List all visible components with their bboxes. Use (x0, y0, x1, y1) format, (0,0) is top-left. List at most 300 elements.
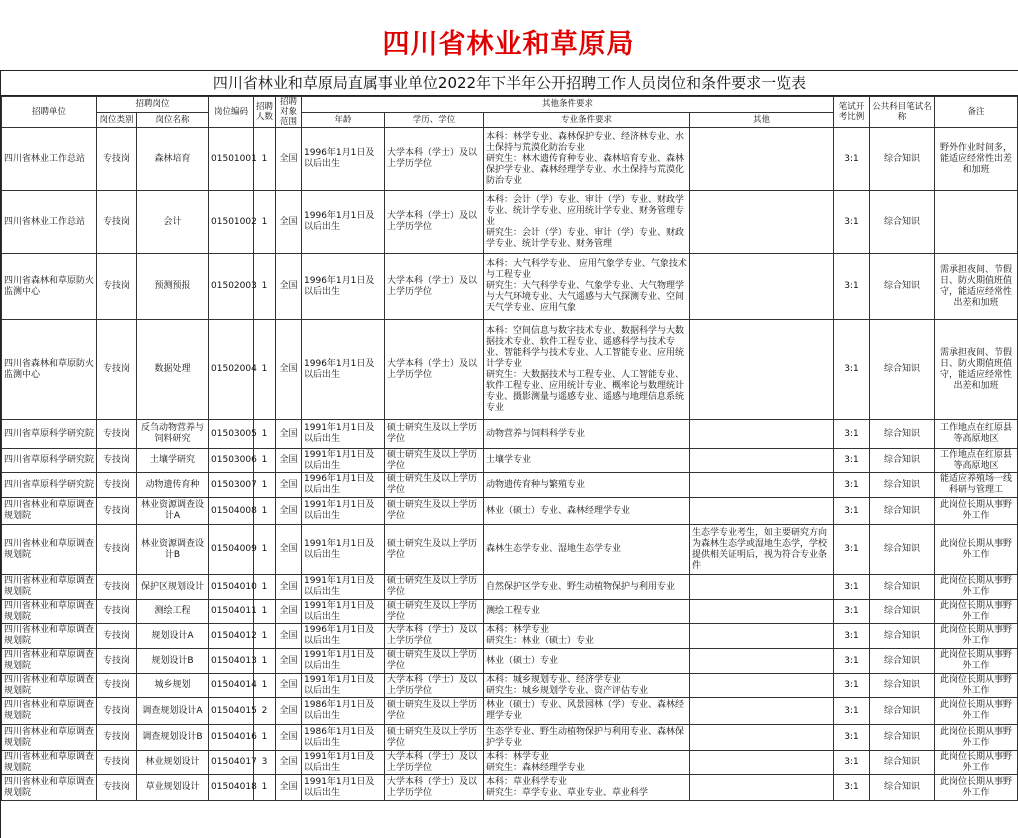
unit-cell-text: 四川省森林和草原防火监测中心 (4, 358, 95, 380)
unit-cell-text: 四川省林业和草原调查规划院 (4, 751, 95, 773)
edu-cell (385, 525, 484, 575)
name-cell-text: 预测预报 (154, 281, 191, 291)
subject-cell (870, 575, 935, 600)
unit-cell (2, 674, 97, 698)
age-cell (302, 649, 385, 674)
name-cell (137, 751, 209, 775)
name-cell-text: 林业资源调查设计B (141, 538, 205, 560)
scope-cell (276, 420, 302, 449)
major-cell-text: 自然保护区学专业、野生动植物保护与利用专业 (486, 581, 676, 592)
age-cell (302, 191, 385, 254)
page-heading (0, 0, 1017, 66)
scope-cell (276, 525, 302, 575)
count-cell-text: 1 (261, 216, 268, 227)
major-cell (484, 420, 690, 449)
table-row (2, 420, 1018, 449)
ratio-cell (834, 420, 870, 449)
edu-cell (385, 420, 484, 449)
count-cell-text: 2 (261, 705, 268, 716)
table-row (2, 649, 1018, 674)
major-cell-text: 生态学专业、野生动植物保护与利用专业、森林保护学专业 (486, 726, 685, 748)
name-cell (137, 725, 209, 751)
name-cell-text: 调查规划设计B (142, 732, 203, 742)
table-row (2, 575, 1018, 600)
edu-cell-text: 硕士研究生及以上学历学位 (387, 538, 478, 560)
age-cell-text: 1991年1月1日及以后出生 (304, 538, 375, 560)
age-cell (302, 449, 385, 473)
count-cell-text: 1 (261, 428, 268, 439)
major-cell (484, 649, 690, 674)
edu-cell (385, 649, 484, 674)
remark-cell-text: 此岗位长期从事野外工作 (940, 674, 1013, 696)
other-cell (690, 575, 834, 600)
type-cell-text: 专技岗 (102, 281, 130, 291)
name-cell (137, 449, 209, 473)
age-cell (302, 128, 385, 191)
table-row (2, 498, 1018, 525)
edu-cell-text: 硕士研究生及以上学历学位 (387, 700, 478, 721)
count-cell-text: 3 (261, 757, 268, 767)
remark-cell (935, 575, 1018, 600)
major-cell (484, 449, 690, 473)
header-post-name: 岗位名称 (137, 112, 209, 128)
major-cell-text: 动物营养与饲料科学专业 (486, 428, 586, 439)
other-cell (690, 649, 834, 674)
scope-cell (276, 191, 302, 254)
name-cell (137, 575, 209, 600)
edu-cell (385, 624, 484, 649)
unit-cell-text: 四川省林业和草原调查规划院 (4, 500, 95, 521)
other-cell (690, 191, 834, 254)
scope-cell-text: 全国 (279, 216, 298, 227)
code-cell-text: 01501001 (211, 153, 257, 164)
age-cell-text: 1996年1月1日及以后出生 (304, 625, 375, 646)
header-post: 招聘岗位 (97, 97, 209, 113)
type-cell-text: 专技岗 (102, 630, 130, 641)
code-cell (209, 575, 257, 600)
recruitment-table (1, 96, 1018, 801)
header-ratio: 笔试开考比例 (834, 97, 870, 128)
other-cell (690, 751, 834, 775)
major-cell (484, 775, 690, 801)
name-cell-text: 城乡规划 (154, 680, 191, 690)
scope-cell-text: 全国 (279, 505, 298, 516)
edu-cell-text: 大学本科（学士）及以上学历学位 (387, 358, 478, 380)
ratio-cell (834, 128, 870, 191)
header-other: 其他 (690, 112, 834, 128)
scope-cell (276, 775, 302, 801)
name-cell-text: 测绘工程 (154, 606, 191, 616)
scope-cell-text: 全国 (279, 479, 298, 490)
major-cell (484, 698, 690, 725)
edu-cell-text: 硕士研究生及以上学历学位 (387, 726, 478, 748)
count-cell-text: 1 (261, 732, 268, 742)
type-cell-text: 专技岗 (102, 479, 130, 490)
subject-cell (870, 725, 935, 751)
age-cell (302, 775, 385, 801)
table-row (2, 698, 1018, 725)
age-cell-text: 1996年1月1日及以后出生 (304, 275, 375, 297)
subject-cell (870, 320, 935, 420)
major-cell-text: 本科：会计（学）专业、审计（学）专业、财政学专业、统计学专业、应用统计学专业、财务管理专业 研究生：会计（学）专业、审计（学）专业、财政学专业、统计学专业、财务管理 (486, 194, 685, 249)
remark-cell (935, 498, 1018, 525)
code-cell-text: 01504018 (211, 782, 257, 792)
scope-cell (276, 449, 302, 473)
type-cell-text: 专技岗 (102, 455, 130, 465)
name-cell-text: 会计 (163, 216, 182, 227)
type-cell (97, 191, 137, 254)
edu-cell-text: 大学本科（学士）及以上学历学位 (387, 275, 478, 297)
age-cell-text: 1991年1月1日及以后出生 (304, 751, 375, 773)
unit-cell (2, 624, 97, 649)
age-cell (302, 725, 385, 751)
scope-cell-text: 全国 (279, 732, 298, 742)
type-cell-text: 专技岗 (102, 606, 130, 616)
name-cell (137, 191, 209, 254)
scope-cell-text: 全国 (279, 281, 298, 291)
edu-cell-text: 硕士研究生及以上学历学位 (387, 500, 478, 521)
other-cell (690, 600, 834, 624)
count-cell-text: 1 (261, 544, 268, 554)
major-cell (484, 525, 690, 575)
ratio-cell-text: 3:1 (844, 581, 859, 592)
header-edu: 学历、学位 (385, 112, 484, 128)
ratio-cell (834, 698, 870, 725)
age-cell (302, 751, 385, 775)
major-cell-text: 林业（硕士）专业 (486, 655, 559, 666)
unit-cell (2, 320, 97, 420)
name-cell (137, 128, 209, 191)
edu-cell (385, 498, 484, 525)
unit-cell-text: 四川省林业和草原调查规划院 (4, 776, 95, 798)
code-cell (209, 254, 257, 320)
name-cell-text: 森林培育 (154, 153, 191, 164)
remark-cell-text: 需承担夜间、节假日、防火期值班值守，能适应经常性出差和加班 (940, 264, 1013, 308)
ratio-cell-text: 3:1 (844, 455, 859, 465)
scope-cell-text: 全国 (279, 630, 298, 641)
subject-cell-text: 综合知识 (884, 455, 921, 465)
major-cell-text: 森林生态学专业、湿地生态学专业 (486, 544, 622, 554)
type-cell (97, 775, 137, 801)
other-cell (690, 254, 834, 320)
subject-cell (870, 751, 935, 775)
subject-cell (870, 420, 935, 449)
unit-cell-text: 四川省林业和草原调查规划院 (4, 726, 95, 748)
header-major: 专业条件要求 (484, 112, 690, 128)
count-cell-text: 1 (261, 281, 268, 291)
name-cell (137, 498, 209, 525)
code-cell (209, 624, 257, 649)
other-cell (690, 775, 834, 801)
scope-cell-text: 全国 (279, 782, 298, 792)
scope-cell (276, 725, 302, 751)
scope-cell (276, 674, 302, 698)
major-cell (484, 191, 690, 254)
unit-cell-text: 四川省林业和草原调查规划院 (4, 674, 95, 696)
unit-cell (2, 649, 97, 674)
code-cell-text: 01504010 (211, 581, 257, 592)
subject-cell-text: 综合知识 (884, 782, 921, 792)
edu-cell (385, 473, 484, 498)
header-other-req: 其他条件要求 (302, 97, 834, 113)
subject-cell (870, 674, 935, 698)
name-cell-text: 规划设计A (151, 630, 194, 641)
ratio-cell-text: 3:1 (844, 216, 859, 227)
name-cell-text: 草业规划设计 (145, 782, 200, 792)
remark-cell (935, 649, 1018, 674)
scope-cell (276, 624, 302, 649)
ratio-cell-text: 3:1 (844, 364, 859, 374)
scope-cell-text: 全国 (279, 153, 298, 164)
code-cell-text: 01502004 (211, 364, 257, 374)
age-cell-text: 1991年1月1日及以后出生 (304, 449, 375, 471)
type-cell (97, 320, 137, 420)
table-row (2, 449, 1018, 473)
ratio-cell (834, 751, 870, 775)
other-cell (690, 525, 834, 575)
other-cell (690, 698, 834, 725)
type-cell (97, 254, 137, 320)
remark-cell (935, 624, 1018, 649)
major-cell (484, 473, 690, 498)
subject-cell-text: 综合知识 (884, 705, 921, 716)
type-cell (97, 725, 137, 751)
scope-cell (276, 649, 302, 674)
type-cell-text: 专技岗 (102, 428, 130, 439)
major-cell-text: 本科：大气科学专业、 应用气象学专业、气象技术与工程专业 研究生：大气科学专业、气象学专业、大气物理学与大气环境专业、大气遥感与大气探测专业、空间天气学专业、应用气象 (486, 259, 687, 313)
name-cell-text: 规划设计B (151, 655, 194, 666)
age-cell (302, 575, 385, 600)
ratio-cell-text: 3:1 (844, 757, 859, 767)
code-cell-text: 01503006 (211, 455, 257, 465)
unit-cell (2, 473, 97, 498)
scope-cell (276, 320, 302, 420)
name-cell-text: 调查规划设计A (142, 705, 203, 716)
remark-cell (935, 191, 1018, 254)
major-cell-text: 林业（硕士）专业、森林经理学专业 (486, 505, 631, 516)
edu-cell (385, 575, 484, 600)
ratio-cell-text: 3:1 (844, 505, 859, 516)
ratio-cell (834, 191, 870, 254)
ratio-cell (834, 674, 870, 698)
subject-cell (870, 128, 935, 191)
scope-cell (276, 600, 302, 624)
type-cell-text: 专技岗 (102, 782, 130, 792)
scope-cell-text: 全国 (279, 606, 298, 616)
count-cell-text: 1 (261, 581, 268, 592)
ratio-cell-text: 3:1 (844, 544, 859, 554)
table-title: 四川省林业和草原局直属事业单位2022年下半年公开招聘工作人员岗位和条件要求一览表 (1, 70, 1018, 96)
table-row (2, 473, 1018, 498)
type-cell (97, 449, 137, 473)
remark-cell-text: 能适应养殖场一线科研与管理工 (940, 474, 1013, 495)
subject-cell (870, 624, 935, 649)
type-cell-text: 专技岗 (102, 364, 130, 374)
subject-cell-text: 综合知识 (884, 153, 921, 164)
name-cell-text: 林业资源调查设计A (141, 500, 205, 521)
name-cell (137, 775, 209, 801)
unit-cell (2, 191, 97, 254)
unit-cell (2, 575, 97, 600)
age-cell (302, 674, 385, 698)
table-row (2, 254, 1018, 320)
name-cell-text: 反刍动物营养与饲料研究 (141, 423, 205, 444)
ratio-cell-text: 3:1 (844, 782, 859, 792)
unit-cell-text: 四川省草原科学研究院 (4, 428, 95, 439)
other-cell (690, 473, 834, 498)
ratio-cell (834, 725, 870, 751)
type-cell-text: 专技岗 (102, 732, 130, 742)
scope-cell-text: 全国 (279, 364, 298, 374)
subject-cell-text: 综合知识 (884, 732, 921, 742)
name-cell (137, 420, 209, 449)
edu-cell (385, 191, 484, 254)
remark-cell-text: 需承担夜间、节假日、防火期值班值守，能适应经常性出差和加班 (940, 347, 1013, 391)
age-cell-text: 1991年1月1日及以后出生 (304, 423, 375, 444)
code-cell (209, 473, 257, 498)
major-cell (484, 498, 690, 525)
table-row (2, 751, 1018, 775)
name-cell-text: 保护区规划设计 (141, 581, 205, 592)
remark-cell (935, 525, 1018, 575)
code-cell-text: 01504014 (211, 680, 257, 690)
code-cell-text: 01504009 (211, 544, 257, 554)
major-cell-text: 土壤学专业 (486, 455, 532, 465)
table-row (2, 624, 1018, 649)
code-cell (209, 751, 257, 775)
subject-cell (870, 498, 935, 525)
ratio-cell-text: 3:1 (844, 606, 859, 616)
ratio-cell (834, 254, 870, 320)
subject-cell-text: 综合知识 (884, 606, 921, 616)
age-cell-text: 1991年1月1日及以后出生 (304, 500, 375, 521)
ratio-cell (834, 525, 870, 575)
header-count: 招聘人数 (254, 97, 276, 128)
count-cell-text: 1 (261, 655, 268, 666)
major-cell (484, 320, 690, 420)
other-cell (690, 420, 834, 449)
unit-cell-text: 四川省林业工作总站 (4, 153, 86, 164)
code-cell-text: 01504017 (211, 757, 257, 767)
edu-cell-text: 大学本科（学士）及以上学历学位 (387, 751, 478, 773)
remark-cell (935, 473, 1018, 498)
age-cell-text: 1996年1月1日及以后出生 (304, 358, 375, 380)
ratio-cell-text: 3:1 (844, 630, 859, 641)
remark-cell-text: 工作地点在红原县等高原地区 (940, 423, 1013, 444)
edu-cell-text: 大学本科（学士）及以上学历学位 (387, 211, 478, 232)
unit-cell (2, 775, 97, 801)
edu-cell-text: 大学本科（学士）及以上学历学位 (387, 148, 478, 169)
table-row (2, 320, 1018, 420)
count-cell-text: 1 (261, 505, 268, 516)
subject-cell-text: 综合知识 (884, 581, 921, 592)
table-row (2, 191, 1018, 254)
header-remark: 备注 (935, 97, 1018, 128)
type-cell-text: 专技岗 (102, 216, 130, 227)
major-cell-text: 林业（硕士）专业、风景园林（学）专业、森林经理学专业 (486, 700, 685, 721)
count-cell-text: 1 (261, 364, 268, 374)
edu-cell (385, 751, 484, 775)
ratio-cell-text: 3:1 (844, 479, 859, 490)
other-cell (690, 320, 834, 420)
code-cell (209, 420, 257, 449)
major-cell-text: 本科：林学专业 研究生：林业（硕士）专业 (486, 625, 595, 646)
code-cell (209, 128, 257, 191)
major-cell-text: 动物遗传育种与繁殖专业 (486, 479, 586, 490)
name-cell-text: 动物遗传育种 (145, 479, 200, 490)
type-cell (97, 600, 137, 624)
table-row (2, 775, 1018, 801)
name-cell (137, 624, 209, 649)
table-row (2, 525, 1018, 575)
major-cell (484, 725, 690, 751)
ratio-cell (834, 320, 870, 420)
page-heading-text: 四川省林业和草原局 (382, 29, 635, 60)
remark-cell (935, 674, 1018, 698)
count-cell-text: 1 (261, 630, 268, 641)
header-code: 岗位编码 (209, 97, 254, 128)
code-cell (209, 649, 257, 674)
type-cell-text: 专技岗 (102, 757, 130, 767)
remark-cell (935, 320, 1018, 420)
edu-cell-text: 硕士研究生及以上学历学位 (387, 474, 478, 495)
age-cell-text: 1991年1月1日及以后出生 (304, 600, 375, 622)
code-cell (209, 525, 257, 575)
unit-cell-text: 四川省林业和草原调查规划院 (4, 600, 95, 622)
age-cell (302, 698, 385, 725)
age-cell (302, 473, 385, 498)
subject-cell-text: 综合知识 (884, 544, 921, 554)
name-cell-text: 林业规划设计 (145, 757, 200, 767)
subject-cell-text: 综合知识 (884, 479, 921, 490)
subject-cell (870, 600, 935, 624)
name-cell (137, 254, 209, 320)
ratio-cell (834, 473, 870, 498)
age-cell (302, 624, 385, 649)
age-cell-text: 1986年1月1日及以后出生 (304, 700, 375, 721)
code-cell (209, 449, 257, 473)
count-cell-text: 1 (261, 606, 268, 616)
remark-cell-text: 此岗位长期从事野外工作 (940, 776, 1013, 798)
remark-cell (935, 600, 1018, 624)
age-cell-text: 1991年1月1日及以后出生 (304, 650, 375, 671)
table-row (2, 600, 1018, 624)
count-cell-text: 1 (261, 153, 268, 164)
edu-cell (385, 320, 484, 420)
major-cell (484, 600, 690, 624)
edu-cell (385, 725, 484, 751)
remark-cell-text: 此岗位长期从事野外工作 (940, 751, 1013, 773)
name-cell (137, 698, 209, 725)
code-cell (209, 498, 257, 525)
age-cell-text: 1991年1月1日及以后出生 (304, 776, 375, 798)
scope-cell-text: 全国 (279, 757, 298, 767)
unit-cell-text: 四川省草原科学研究院 (4, 479, 95, 490)
edu-cell (385, 698, 484, 725)
subject-cell-text: 综合知识 (884, 630, 921, 641)
subject-cell-text: 综合知识 (884, 655, 921, 666)
type-cell (97, 698, 137, 725)
age-cell (302, 525, 385, 575)
major-cell-text: 本科：城乡规划专业、经济学专业 研究生：城乡规划学专业、资产评估专业 (486, 674, 649, 696)
table-row (2, 128, 1018, 191)
subject-cell (870, 449, 935, 473)
other-cell (690, 624, 834, 649)
major-cell-text: 本科：林学专业、森林保护专业、经济林专业、水土保持与荒漠化防治专业 研究生：林木遗传育种专业、森林培育专业、森林保护学专业、森林经理学专业、水土保持与荒漠化防治专业 (486, 131, 685, 186)
header-subject: 公共科目笔试名称 (870, 97, 935, 128)
ratio-cell-text: 3:1 (844, 732, 859, 742)
scope-cell-text: 全国 (279, 544, 298, 554)
